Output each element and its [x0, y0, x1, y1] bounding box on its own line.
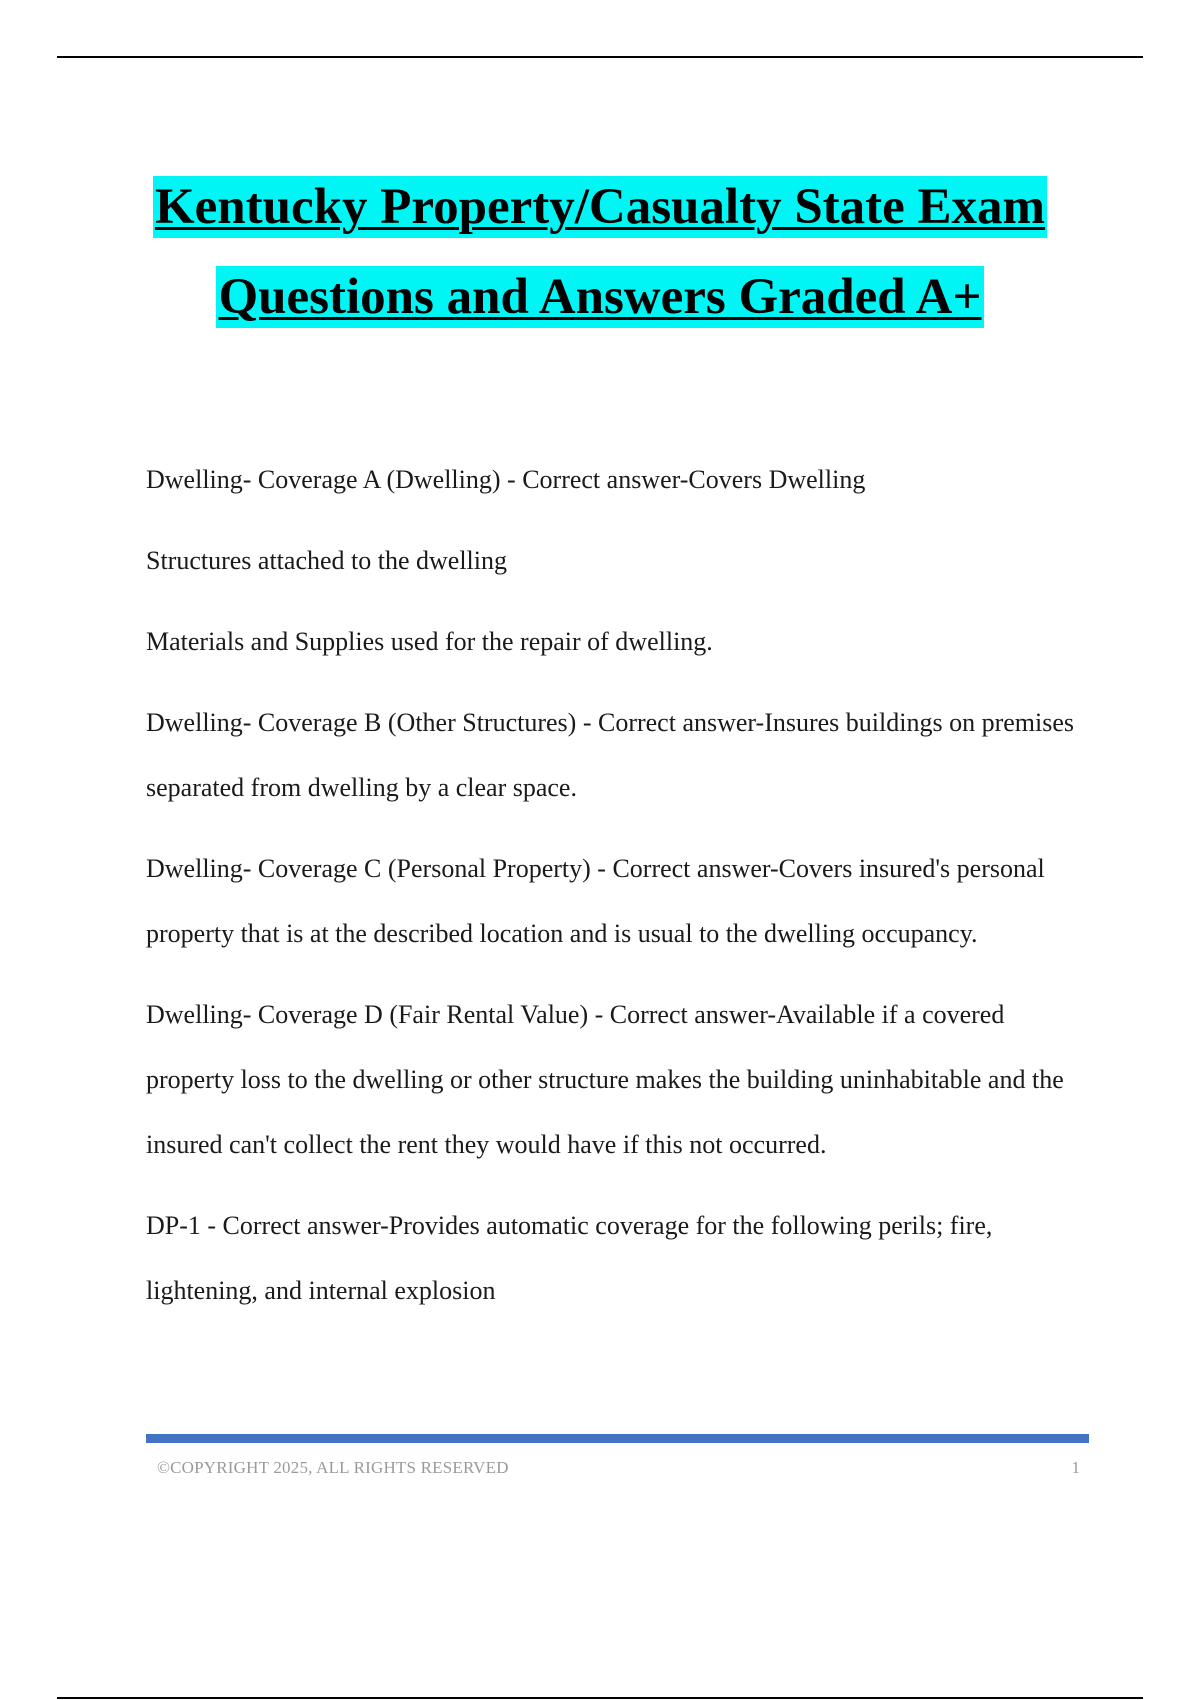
title-line-1: Kentucky Property/Casualty State Exam [153, 176, 1047, 238]
document-title [0, 176, 1200, 328]
bottom-divider [57, 1697, 1143, 1699]
paragraph: DP-1 - Correct answer-Provides automatic coverage for the following perils; fire, lightening, and internal explosion [146, 1211, 993, 1305]
title-line-2: Questions and Answers Graded A+ [216, 266, 983, 328]
paragraph: Materials and Supplies used for the repair of dwelling. [146, 627, 713, 656]
paragraph: Dwelling- Coverage A (Dwelling) - Correct answer-Covers Dwelling [146, 465, 866, 494]
footer-copyright: ©COPYRIGHT 2025, ALL RIGHTS RESERVED [157, 1458, 509, 1477]
paragraph: Structures attached to the dwelling [146, 546, 508, 575]
paragraph: Dwelling- Coverage C (Personal Property) - Correct answer-Covers insured's personal property that is at the described location and is usual to the dwelling occupancy. [146, 854, 1045, 948]
top-divider [57, 56, 1143, 58]
paragraph: Dwelling- Coverage B (Other Structures) - Correct answer-Insures buildings on premises separated from dwelling by a clear space. [146, 708, 1075, 802]
document-body [146, 447, 1096, 1339]
page-number: 1 [1071, 1458, 1080, 1477]
footer-bar [146, 1434, 1089, 1443]
paragraph: Dwelling- Coverage D (Fair Rental Value) - Correct answer-Available if a covered property loss to the dwelling or other structure makes the building uninhabitable and the insured can't collect the rent they would have if this not occurred. [146, 1000, 1064, 1159]
